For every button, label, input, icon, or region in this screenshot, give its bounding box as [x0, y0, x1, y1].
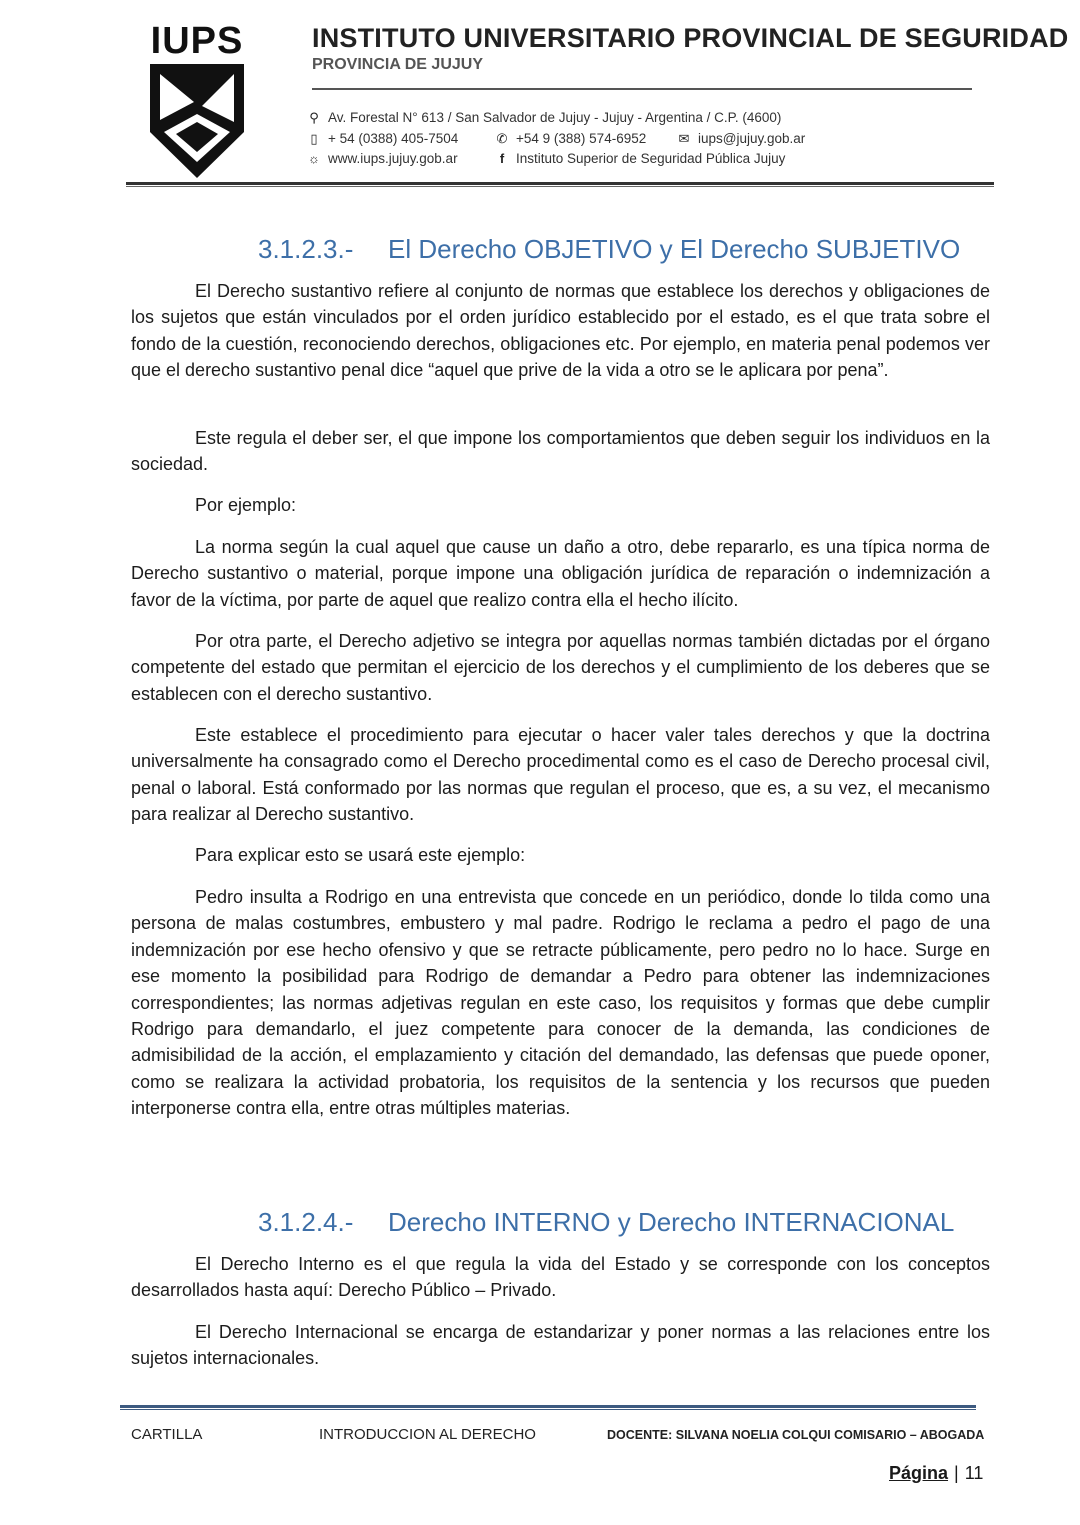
whatsapp-icon: ✆: [496, 131, 508, 146]
facebook-icon: f: [499, 151, 505, 166]
section-heading-interno-internacional: [258, 1206, 954, 1238]
paragraph: Por ejemplo:: [195, 495, 297, 515]
phone-text: + 54 (0388) 405-7504: [328, 131, 459, 146]
contact-website[interactable]: [306, 150, 458, 168]
header-double-rule: [126, 182, 994, 187]
section-heading-objetivo-subjetivo: [258, 233, 960, 265]
iups-logo: [144, 22, 250, 182]
section-number: 3.1.2.3.-: [258, 234, 354, 264]
shield-logo-icon: [146, 62, 248, 180]
address-text: Av. Forestal N° 613 / San Salvador de Jujuy - Jujuy - Argentina / C.P. (4600): [328, 110, 782, 125]
institution-province: PROVINCIA DE JUJUY: [312, 56, 483, 73]
paragraph: Este establece el procedimiento para ejecutar o hacer valer tales derechos y que la doctrina universalmente ha consagrado como el Derecho procedimental como es el caso de Derecho procesal civil, penal o laboral. Está conformado por las normas que regulan el proceso, que es, a su vez, el mecanismo para realizar al Derecho sustantivo.: [131, 725, 990, 825]
paragraph: El Derecho Interno es el que regula la vida del Estado y se corresponde con los conceptos desarrollados hasta aquí: Derecho Público – Privado.: [131, 1254, 990, 1301]
section-title-text: El Derecho OBJETIVO y El Derecho SUBJETIVO: [388, 234, 961, 264]
paragraph: Para explicar esto se usará este ejemplo:: [195, 845, 526, 865]
phone-icon: ▯: [310, 131, 318, 146]
logo-text: IUPS: [150, 20, 244, 62]
website-text[interactable]: www.iups.jujuy.gob.ar: [328, 151, 458, 166]
header-divider: [312, 88, 972, 90]
paragraph: Este regula el deber ser, el que impone los comportamientos que deben seguir los individuos en la sociedad.: [131, 428, 990, 475]
page-number-value: 11: [964, 1463, 984, 1483]
whatsapp-text: +54 9 (388) 574-6952: [516, 131, 647, 146]
contact-facebook[interactable]: [494, 150, 785, 168]
footer-cartilla: CARTILLA: [131, 1426, 203, 1443]
envelope-icon: ✉: [678, 131, 690, 146]
paragraph: El Derecho sustantivo refiere al conjunto de normas que establece los derechos y obligaciones de los sujetos que están vinculados por el orden jurídico establecido por el estado, es el que trata sobre el fondo de la cuestión, reconociendo derechos, obligaciones etc. Por ejemplo, en materia penal podemos ver que el derecho sustantivo penal dice “aquel que prive de la vida a otro se le aplicara por pena”.: [131, 281, 990, 381]
location-pin-icon: ⚲: [309, 110, 319, 125]
contact-address: [306, 109, 781, 127]
footer-double-rule: [120, 1405, 976, 1410]
footer-teacher: DOCENTE: SILVANA NOELIA COLQUI COMISARIO – ABOGADA: [607, 1428, 985, 1442]
facebook-text[interactable]: Instituto Superior de Seguridad Pública Jujuy: [516, 151, 786, 166]
section-title-text: Derecho INTERNO y Derecho INTERNACIONAL: [388, 1207, 955, 1237]
page-number: [889, 1462, 983, 1484]
page-label: Página: [889, 1463, 949, 1483]
institution-name: INSTITUTO UNIVERSITARIO PROVINCIAL DE SEGURIDAD: [312, 23, 1069, 53]
paragraph: Por otra parte, el Derecho adjetivo se integra por aquellas normas también dictadas por el órgano competente del estado que permitan el ejercicio de los derechos y el cumplimiento de los deberes que se establecen con el derecho sustantivo.: [131, 631, 990, 704]
footer-course-name: INTRODUCCION AL DERECHO: [319, 1426, 536, 1443]
paragraph: La norma según la cual aquel que cause un daño a otro, debe repararlo, es una típica norma de Derecho sustantivo o material, porque impone una obligación jurídica de reparación o indemnización a favor de la víctima, por parte de aquel que realizo contra ella el hecho ilícito.: [131, 537, 990, 610]
contact-phone: [306, 130, 458, 148]
paragraph: Pedro insulta a Rodrigo en una entrevista que concede en un periódico, donde lo tilda como una persona de malas costumbres, embustero y mal padre. Rodrigo le reclama a pedro el pago de una indemnización por ese hecho ofensivo y que se retracte públicamente, pero pedro no lo hace. Surge en ese momento la posibilidad para Rodrigo de demandar a Pedro para obtener las indemnizaciones correspondientes; las normas adjetivas regulan en este caso, los requisitos y formas que debe cumplir Rodrigo para demandarlo, el juez competente para conocer de la demanda, las condiciones de admisibilidad de la acción, el emplazamiento y citación del demandado, las defensas que puede oponer, como se realizara la actividad probatoria, los requisitos de la sentencia y los recursos que pueden interponerse contra ella, entre otras múltiples materias.: [131, 887, 990, 1119]
globe-icon: ☼: [308, 151, 320, 166]
paragraph: El Derecho Internacional se encarga de estandarizar y poner normas a las relaciones entre los sujetos internacionales.: [131, 1322, 990, 1369]
contact-whatsapp: [494, 130, 646, 148]
page-separator: |: [954, 1463, 959, 1483]
contact-email[interactable]: [676, 130, 805, 148]
section-number: 3.1.2.4.-: [258, 1207, 354, 1237]
email-text[interactable]: iups@jujuy.gob.ar: [698, 131, 806, 146]
